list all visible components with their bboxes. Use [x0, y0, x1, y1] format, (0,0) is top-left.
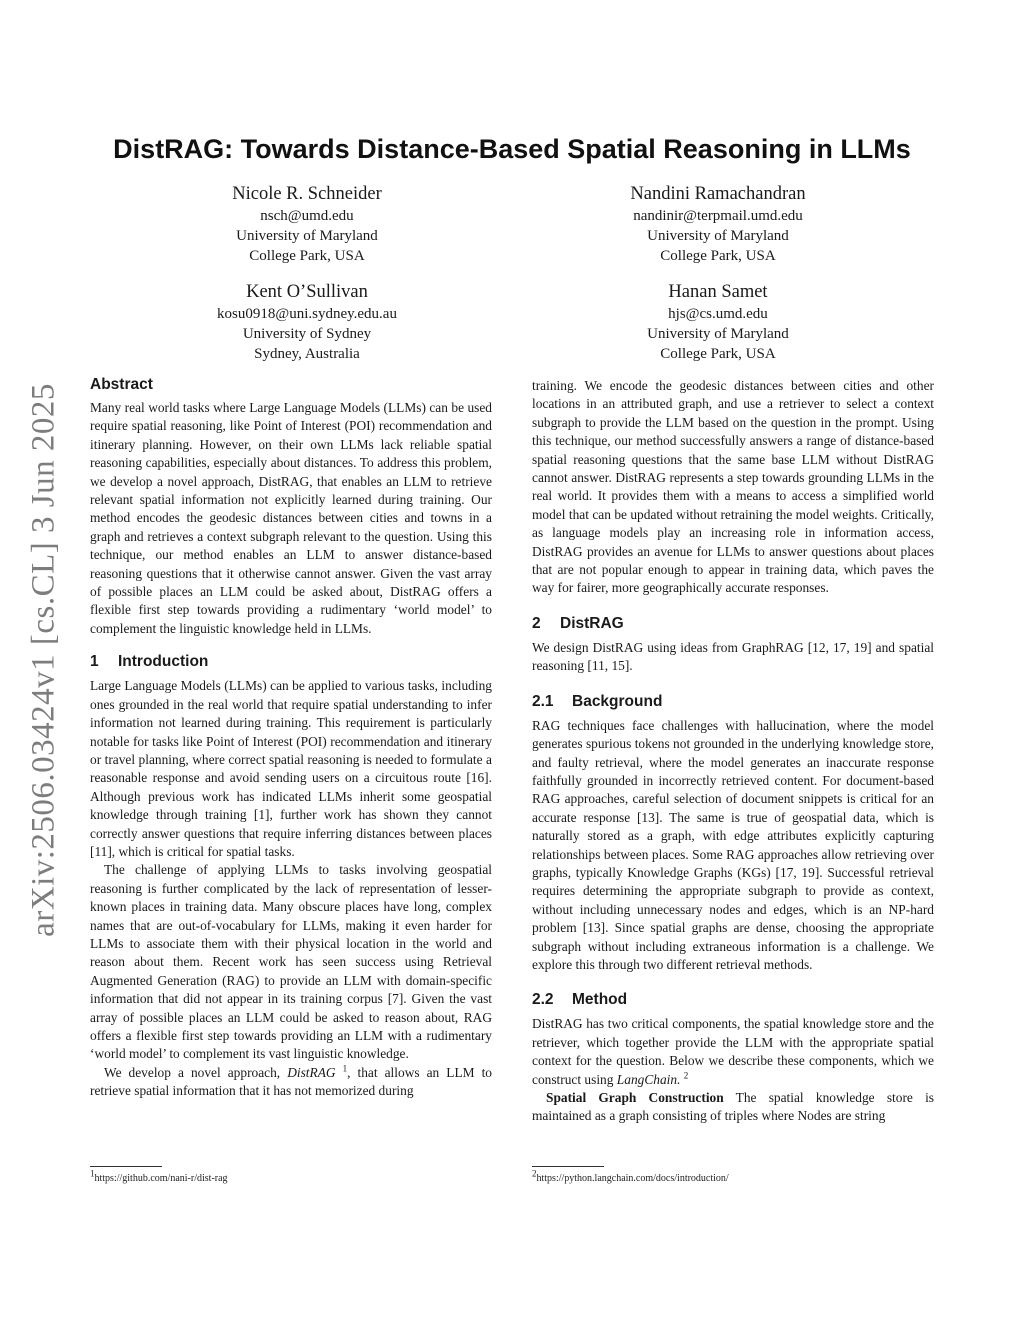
method-name: DistRAG: [287, 1064, 336, 1080]
left-column: [90, 375, 492, 1101]
author-name: Hanan Samet: [668, 282, 768, 302]
footnote: [90, 1168, 228, 1184]
author-affiliation: University of Maryland: [647, 326, 789, 342]
author-name: Nicole R. Schneider: [232, 184, 382, 204]
author-email[interactable]: hjs@cs.umd.edu: [668, 306, 768, 322]
paragraph: RAG techniques face challenges with hallucination, where the model generates spurious tokens not grounded in the underlying knowledge store, and faulty retrieval, where the model generates an inaccurate response faithfully grounded in incorrectly retrieved content. For document-based RAG approaches, careful selection of document snippets is critical for an accurate response [13]. The same is true of geospatial data, which is naturally stored as a graph, with edge attributes explicitly capturing relationships between places. Some RAG approaches allow retrieving over graphs, typically Knowledge Graphs (KGs) [17, 19]. Successful retrieval requires determining the appropriate subgraph to provide as context, without including unnecessary nodes and edges, which is an NP-hard problem [13]. Since spatial graphs are dense, choosing the appropriate subgraph without including extraneous information is a challenge. We explore this through two different retrieval methods.: [532, 717, 934, 972]
footnote-number: 2: [532, 1168, 537, 1179]
footnote-link[interactable]: https://python.langchain.com/docs/introduction/: [536, 1173, 729, 1184]
tool-name: LangChain.: [616, 1071, 681, 1087]
abstract-heading: Abstract: [90, 376, 153, 393]
author-block: [568, 280, 868, 364]
section-title: Introduction: [118, 653, 209, 671]
paper-title: DistRAG: Towards Distance-Based Spatial Reasoning in LLMs: [113, 134, 911, 164]
author-email[interactable]: nsch@umd.edu: [260, 208, 354, 224]
author-location: Sydney, Australia: [254, 346, 360, 362]
arxiv-identifier: arXiv:2506.03424v1 [cs.CL] 3 Jun 2025: [25, 383, 62, 937]
section-title: DistRAG: [560, 614, 624, 632]
footnote: [532, 1168, 729, 1184]
subsection-heading-method: [532, 990, 934, 1010]
author-affiliation: University of Maryland: [236, 228, 378, 244]
abstract-text: Many real world tasks where Large Language Models (LLMs) can be used require spatial reasoning, like Point of Interest (POI) recommendation and itinerary planning. However, on their own LLMs lack reliable spatial reasoning capabilities, especially about distances. To address this problem, we develop a novel approach, DistRAG, that enables an LLM to retrieve relevant spatial information not explicitly learned during training. Our method encodes the geodesic distances between cities and towns in a graph and retrieves a context subgraph relevant to the question. Using this technique, our method enables an LLM to answer distance-based reasoning questions that it otherwise cannot answer. Given the vast array of possible places an LLM could be asked about, DistRAG offers a flexible first step towards providing a rudimentary ‘world model’ to complement the linguistic knowledge held in LLMs.: [90, 400, 492, 636]
author-name: Kent O’Sullivan: [246, 282, 368, 302]
author-affiliation: University of Sydney: [242, 326, 372, 342]
paragraph: training. We encode the geodesic distances between cities and other locations in an attributed graph, and use a retriever to select a context subgraph to provide the LLM based on the question in the prompt. Using this technique, our method successfully answers a range of distance-based spatial reasoning questions that the same base LLM without DistRAG cannot answer. DistRAG represents a step towards grounding LLMs in the real world. It provides them with a means to access a simplified world model that can be updated without retraining the model weights. Critically, as language models play an increasing role in information access, DistRAG provides an avenue for LLMs to answer questions about places that are not popular enough to appear in training data, which paves the way for fairer, more geographically accurate responses.: [532, 378, 934, 596]
text-run: The spatial knowledge store is maintained as a graph consisting of triples where Nodes are string: [532, 1090, 935, 1124]
author-block: [157, 280, 457, 364]
section-title: Method: [572, 991, 628, 1009]
paragraph: The challenge of applying LLMs to tasks involving geospatial reasoning is further complicated by the lack of representation of lesser-known places in training data. Many obscure places have long, complex names that are out-of-vocabulary for LLMs, making it even harder for LLMs to associate them with their physical location in the world and reason about them. Recent work has seen success using Retrieval Augmented Generation (RAG) to provide an LLM with domain-specific information that did not appear in its training corpus [7]. Given the vast array of possible places an LLM could be asked to reason about, RAG offers a flexible first step towards providing an LLM with a rudimentary ‘world model’ to complement its vast linguistic knowledge.: [90, 862, 492, 1062]
paragraph: [532, 1015, 934, 1089]
subsection-heading-background: [532, 692, 934, 712]
section-number: 2.2: [532, 991, 554, 1009]
author-affiliation: University of Maryland: [647, 228, 789, 244]
author-block: [568, 182, 868, 266]
footnote-link[interactable]: https://github.com/nani-r/dist-rag: [94, 1173, 228, 1184]
section-title: Background: [572, 692, 663, 710]
paragraph-lead: Spatial Graph Construction: [546, 1090, 724, 1105]
author-name: Nandini Ramachandran: [630, 184, 806, 204]
author-location: College Park, USA: [660, 248, 776, 264]
footnote-number: 1: [90, 1168, 95, 1179]
text-run: We develop a novel approach,: [104, 1064, 288, 1080]
section-heading-introduction: [90, 652, 492, 672]
section-number: 1: [90, 653, 99, 671]
text-run: , that allows an LLM to retrieve spatial information that it has not memorized during: [90, 1064, 493, 1099]
right-column: [532, 377, 934, 1126]
paragraph: We design DistRAG using ideas from GraphRAG [12, 17, 19] and spatial reasoning [11, 15].: [532, 639, 934, 674]
author-location: College Park, USA: [660, 346, 776, 362]
footnote-rule: [532, 1166, 604, 1167]
section-number: 2: [532, 614, 541, 632]
footnote-ref[interactable]: 1: [342, 1063, 348, 1074]
text-run: DistRAG has two critical components, the spatial knowledge store and the retriever, which together provide the LLM with the appropriate spatial context for the question. Below we describe these components, which we construct using: [532, 1016, 934, 1087]
author-email[interactable]: kosu0918@uni.sydney.edu.au: [217, 306, 397, 322]
paragraph: [90, 1064, 492, 1101]
footnote-rule: [90, 1166, 162, 1167]
author-block: [157, 182, 457, 266]
paragraph: Large Language Models (LLMs) can be applied to various tasks, including ones grounded in the real world that require spatial understanding to infer information not learned during training. This requirement is particularly notable for tasks like Point of Interest (POI) recommendation and itinerary or travel planning, where correct spatial reasoning is needed to formulate a reasonable response and avoid sending users on a circuitous route [16]. Although previous work has indicated LLMs inherit some geospatial knowledge through training [1], further work has shown they cannot correctly answer questions that require inferring distances between places [11], which is critical for spatial tasks.: [90, 678, 492, 859]
section-heading-distrag: [532, 614, 934, 634]
paragraph: [532, 1089, 934, 1126]
author-email[interactable]: nandinir@terpmail.umd.edu: [633, 208, 803, 224]
author-location: College Park, USA: [249, 248, 365, 264]
section-number: 2.1: [532, 692, 554, 710]
footnote-ref[interactable]: 2: [683, 1070, 689, 1081]
